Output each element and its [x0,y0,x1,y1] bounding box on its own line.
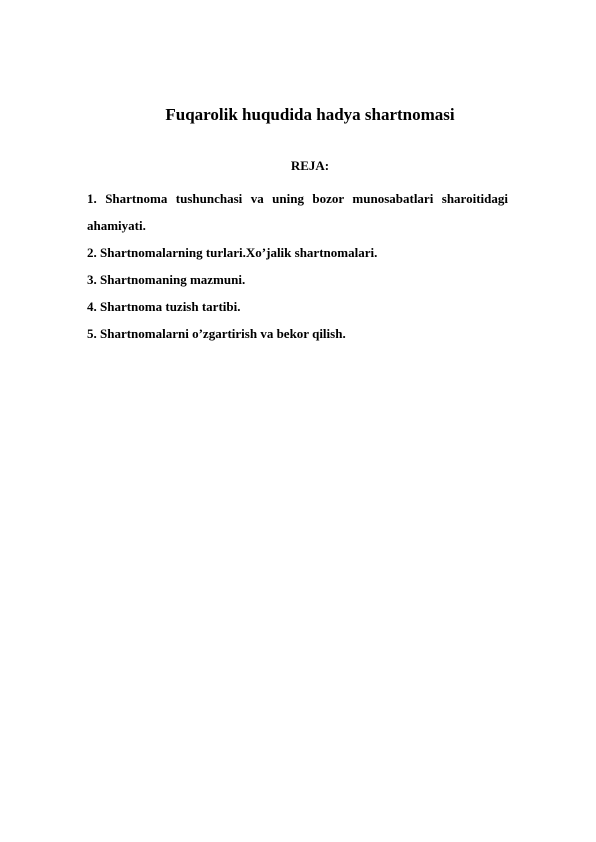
plan-item-2: 2. Shartnomalarning turlari.Xo’jalik shartnomalari. [87,245,378,260]
plan-list [87,185,508,347]
plan-item-3: 3. Shartnomaning mazmuni. [87,272,246,287]
document-title: Fuqarolik huqudida hadya shartnomasi [165,105,455,124]
plan-item-5: 5. Shartnomalarni o’zgartirish va bekor qilish. [87,326,346,341]
plan-heading: REJA: [290,158,330,173]
plan-item-4: 4. Shartnoma tuzish tartibi. [87,299,241,314]
plan-item-1: 1. Shartnoma tushunchasi va uning bozor munosabatlari sharoitidagi ahamiyati. [87,191,508,233]
